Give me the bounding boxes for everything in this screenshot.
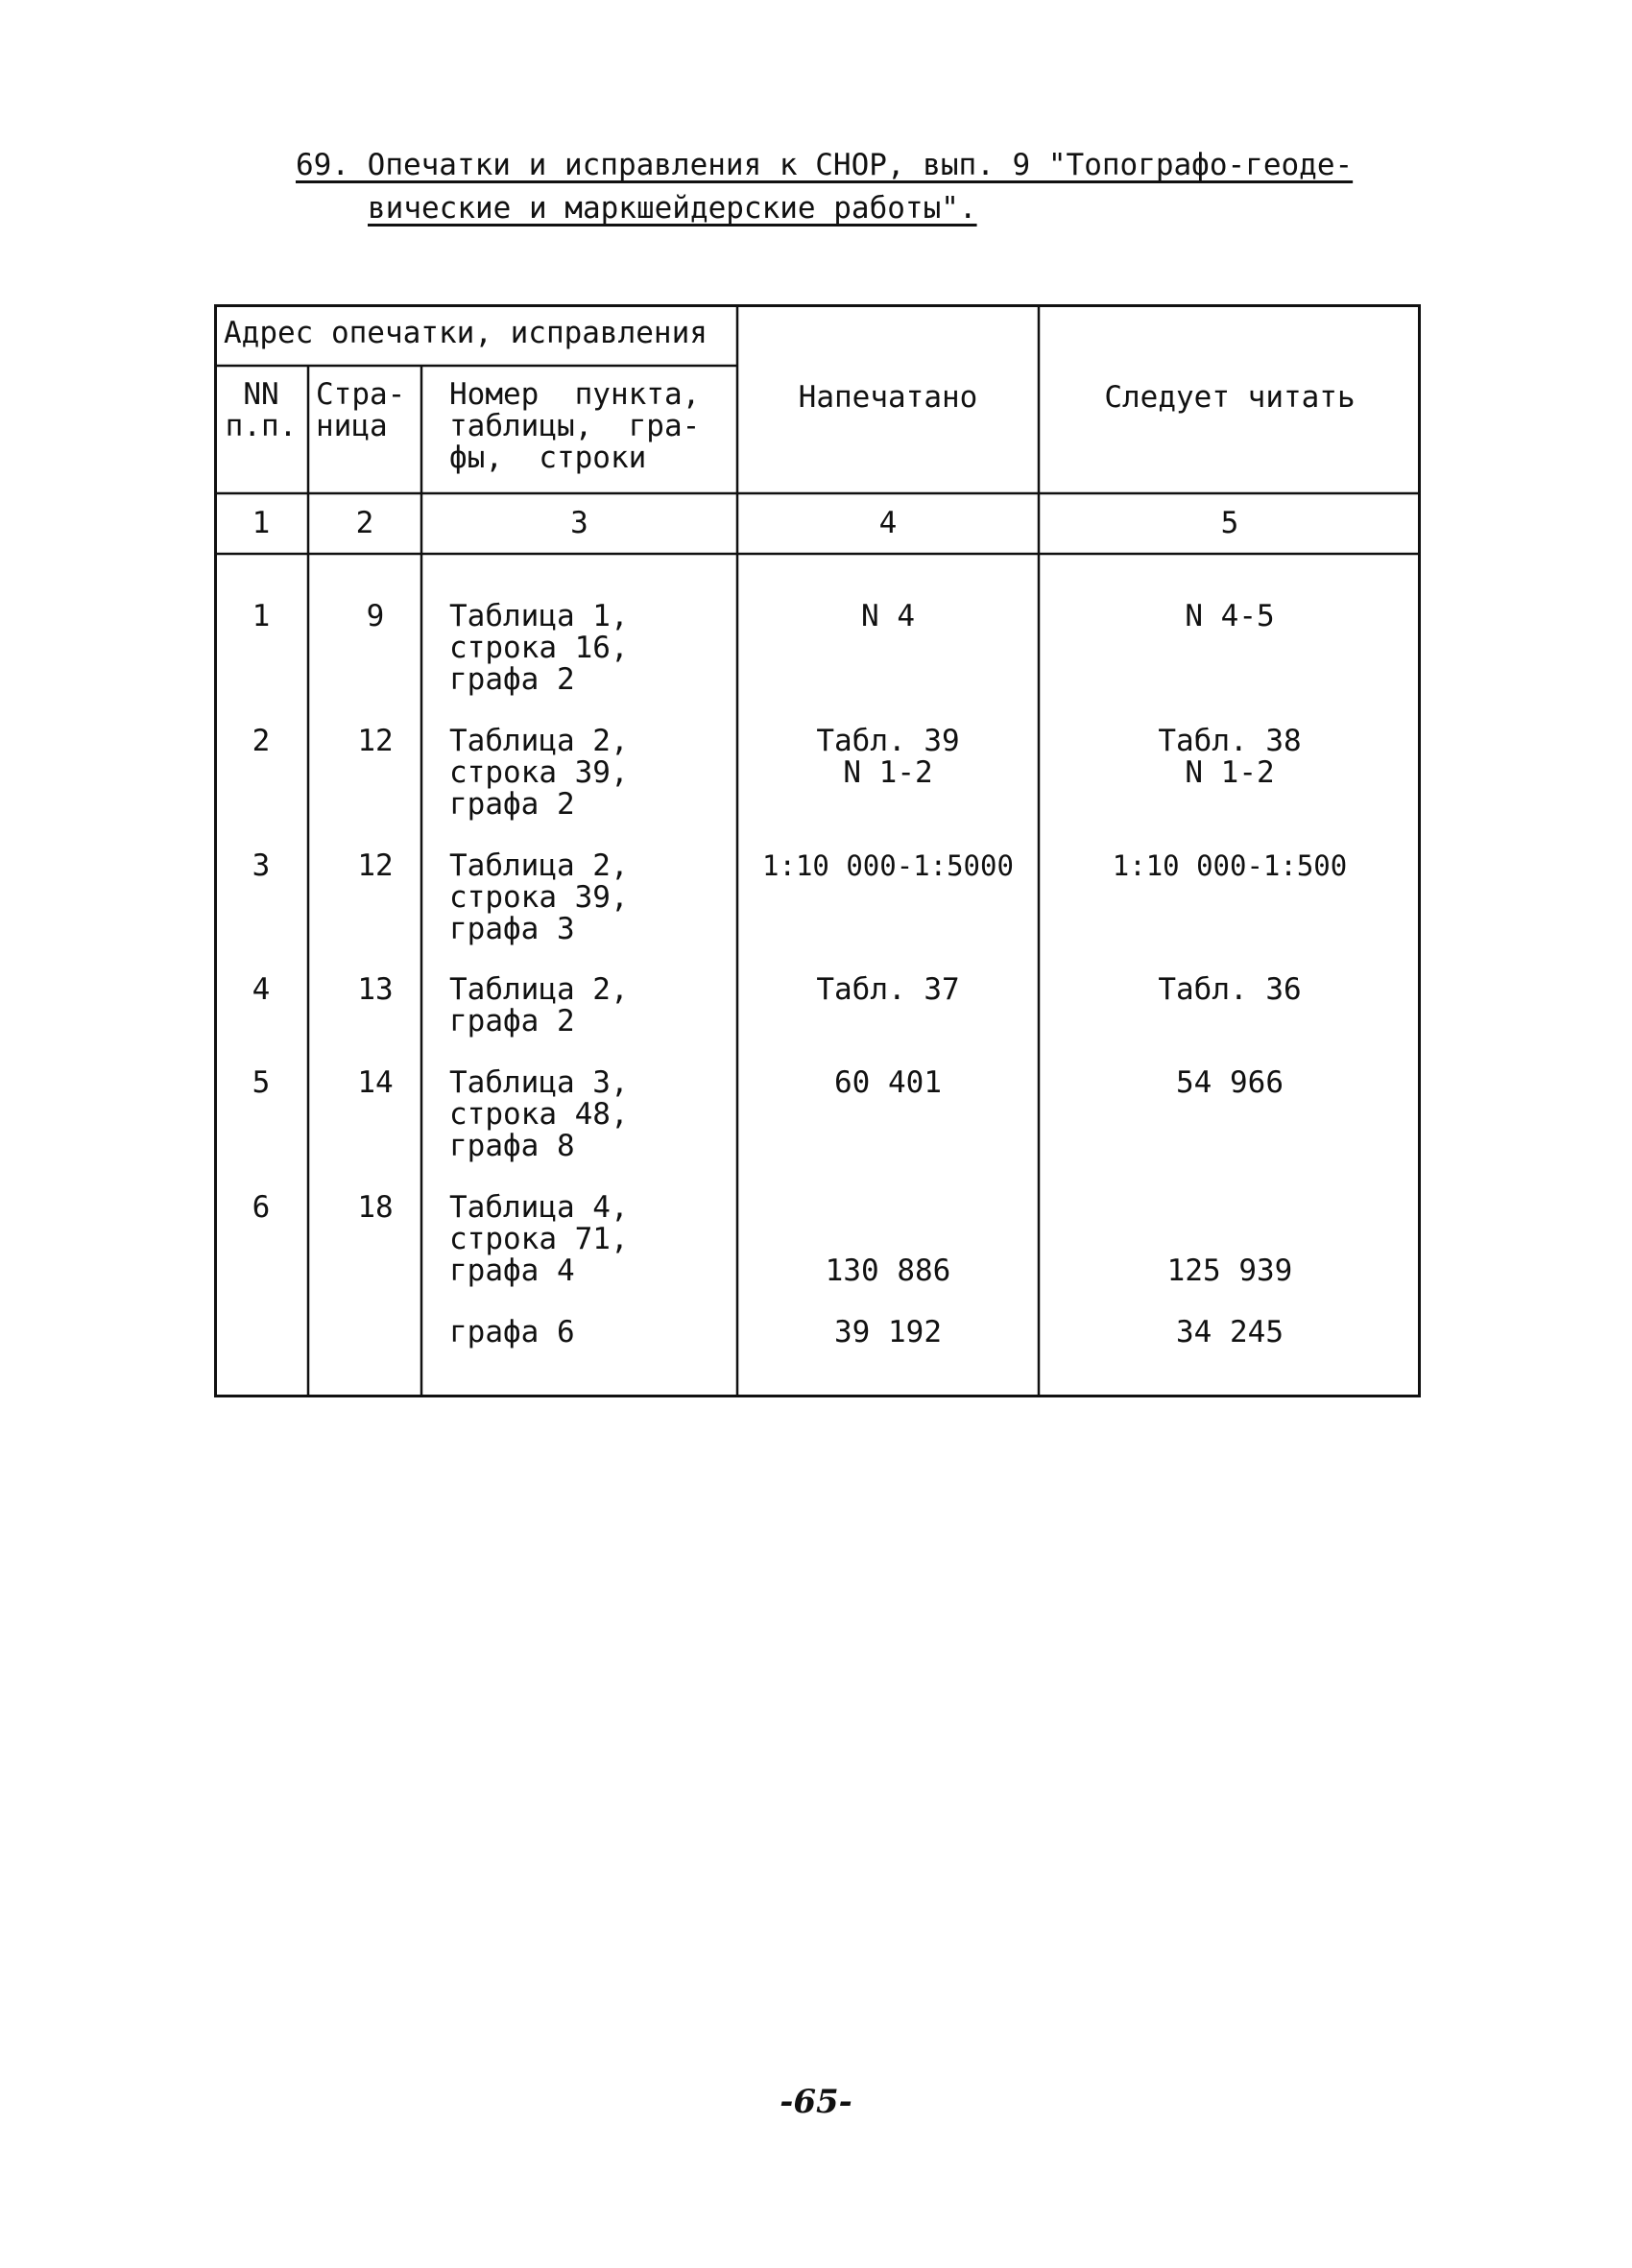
row-page: 14 xyxy=(357,1065,394,1100)
row-num: 1 xyxy=(252,599,271,633)
row-page: 12 xyxy=(357,724,394,758)
header-printed: Напечатано xyxy=(798,380,978,415)
header-num: NN п.п. xyxy=(225,377,298,443)
errata-table xyxy=(214,304,1421,1397)
row-should-read: Табл. 36 xyxy=(1158,972,1302,1007)
header-should-read: Следует читать xyxy=(1104,380,1356,415)
row-should-read: 125 939 xyxy=(1166,1253,1293,1288)
column-number: 1 xyxy=(252,506,271,540)
row-num: 4 xyxy=(252,972,271,1007)
row-page: 13 xyxy=(357,972,394,1007)
page-number: -65- xyxy=(780,2083,852,2121)
row-should-read: 34 245 xyxy=(1176,1315,1284,1349)
row-num: 5 xyxy=(252,1065,271,1100)
row-printed: 39 192 xyxy=(834,1315,942,1349)
column-number: 3 xyxy=(570,506,588,540)
row-page: 9 xyxy=(366,599,385,633)
row-page: 18 xyxy=(357,1190,394,1225)
row-num: 3 xyxy=(252,848,271,883)
row-item: Таблица 2, строка 39, графа 3 xyxy=(449,848,629,946)
row-printed: Табл. 37 xyxy=(816,972,960,1007)
row-should-read: N 4-5 xyxy=(1185,599,1275,633)
header-page: Стра- ница xyxy=(316,377,406,443)
row-num: 6 xyxy=(252,1190,271,1225)
row-item: Таблица 4, строка 71, графа 4 xyxy=(449,1190,629,1288)
document-heading xyxy=(296,144,1448,230)
row-printed: N 4 xyxy=(861,599,915,633)
row-num: 2 xyxy=(252,724,271,758)
row-printed: 1:10 000-1:5000 xyxy=(762,849,1014,882)
row-printed: 60 401 xyxy=(834,1065,942,1100)
row-page: 12 xyxy=(357,848,394,883)
group-header: Адрес опечатки, исправления xyxy=(224,316,708,350)
column-number: 5 xyxy=(1220,506,1239,540)
row-item: Таблица 1, строка 16, графа 2 xyxy=(449,599,629,697)
row-item: Таблица 3, строка 48, графа 8 xyxy=(449,1065,629,1163)
row-printed: 130 886 xyxy=(825,1253,951,1288)
row-should-read: Табл. 38 N 1-2 xyxy=(1158,724,1302,790)
header-item: Номер пункта, таблицы, гра- фы, строки xyxy=(449,377,701,475)
heading-line-2: вические и маркшейдерские работы". xyxy=(368,191,977,226)
row-item: графа 6 xyxy=(449,1315,575,1349)
column-number: 2 xyxy=(355,506,374,540)
row-should-read: 1:10 000-1:500 xyxy=(1112,849,1348,882)
column-number: 4 xyxy=(878,506,898,540)
row-item: Таблица 2, строка 39, графа 2 xyxy=(449,724,629,822)
heading-line-1: 69. Опечатки и исправления к СНОР, вып. 9 "Топографо-геоде- xyxy=(296,148,1354,182)
row-printed: Табл. 39 N 1-2 xyxy=(816,724,960,790)
row-item: Таблица 2, графа 2 xyxy=(449,972,629,1039)
row-should-read: 54 966 xyxy=(1176,1065,1284,1100)
